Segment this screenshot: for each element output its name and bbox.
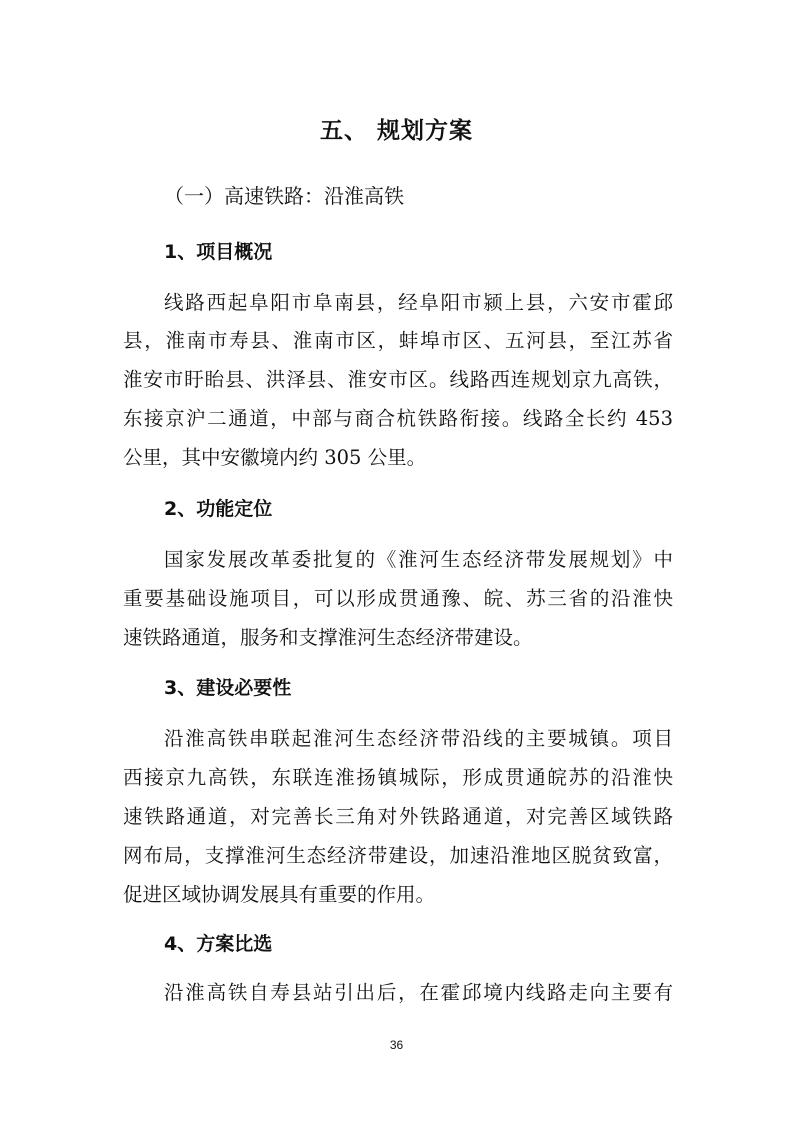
paragraph-line: 沿淮高铁串联起淮河生态经济带沿线的主要城镇。项目 [164, 727, 673, 750]
paragraph-line: 促进区域协调发展具有重要的作用。 [123, 883, 436, 906]
subsection-heading-function: 2、功能定位 [164, 498, 273, 520]
section-title: （一）高速铁路：沿淮高铁 [164, 184, 404, 208]
paragraph-line: 国家发展改革委批复的《淮河生态经济带发展规划》中 [164, 548, 673, 571]
paragraph-line: 淮安市盱眙县、洪泽县、淮安市区。线路西连规划京九高铁， [123, 368, 673, 391]
subsection-heading-necessity: 3、建设必要性 [164, 677, 292, 699]
page-number: 36 [389, 1038, 404, 1052]
paragraph-line: 公里，其中安徽境内约 305 公里。 [123, 446, 427, 469]
paragraph-line: 重要基础设施项目，可以形成贯通豫、皖、苏三省的沿淮快 [123, 587, 673, 610]
paragraph-line: 沿淮高铁自寿县站引出后，在霍邱境内线路走向主要有 [164, 981, 673, 1004]
chapter-title: 五、 规划方案 [319, 118, 473, 144]
paragraph-line: 西接京九高铁，东联连淮扬镇城际，形成贯通皖苏的沿淮快 [123, 766, 673, 789]
subsection-heading-comparison: 4、方案比选 [164, 933, 273, 955]
paragraph-line: 网布局，支撑淮河生态经济带建设，加速沿淮地区脱贫致富， [123, 844, 673, 867]
paragraph-line: 速铁路通道，服务和支撑淮河生态经济带建设。 [123, 626, 533, 649]
subsection-heading-overview: 1、项目概况 [164, 241, 273, 263]
paragraph-line: 县，淮南市寿县、淮南市区，蚌埠市区、五河县，至江苏省 [123, 329, 673, 352]
paragraph-line: 线路西起阜阳市阜南县，经阜阳市颍上县，六安市霍邱 [164, 291, 673, 314]
paragraph-line: 速铁路通道，对完善长三角对外铁路通道，对完善区域铁路 [123, 805, 673, 828]
paragraph-line: 东接京沪二通道，中部与商合杭铁路衔接。线路全长约 453 [123, 407, 673, 430]
